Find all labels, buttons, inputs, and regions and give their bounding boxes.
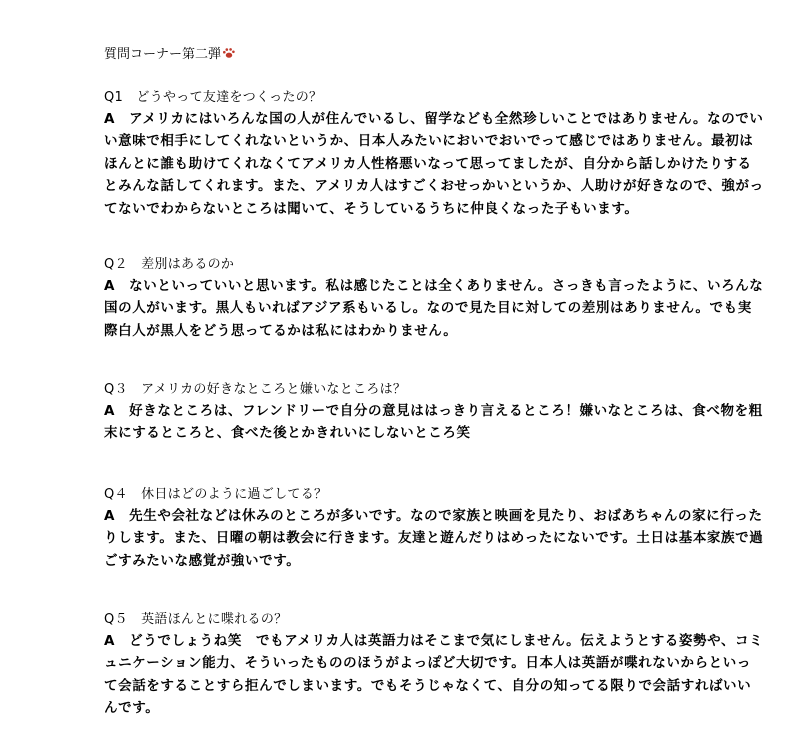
qa-block [104,88,764,220]
document-title-line [104,46,236,64]
question-text: Q４ 休日はどのように過ごしてる？ [104,487,328,502]
answer-text: A どうでしょうね笑 でもアメリカ人は英語力はそこまで気にしません。伝えようとする姿勢や、コミュニケーション能力、そういったもののほうがよっぽど大切です。日本人は英語が喋れないからといって会話をすることすら拒んでしまいます。でもそうじゃなくて、自分の知ってる限りで会話すればいいんです。 [104,633,764,717]
qa-block [104,380,764,445]
paw-print-icon [222,47,236,59]
answer-text: A アメリカにはいろんな国の人が住んでいるし、留学なども全然珍しいことではありません。なのでいい意味で相手にしてくれないというか、日本人みたいにおいでおいでって感じではありません。最初はほんとに誰も助けてくれなくてアメリカ人性格悪いなって思ってましたが、自分から話しかけたりするとみんな話してくれます。また、アメリカ人はすごくおせっかいというか、人助けが好きなので、強がってないでわからないところは聞いて、そうしているうちに仲良くなった子もいます。 [104,111,764,217]
qa-block [104,485,764,572]
qa-block [104,255,764,342]
answer-text: A 好きなところは、フレンドリーで自分の意見ははっきり言えるところ！嫌いなところは、食べ物を粗末にするところと、食べた後とかきれいにしないところ笑 [104,403,763,442]
question-text: Q２ 差別はあるのか [104,257,235,272]
question-text: Q1 どうやって友達をつくったの？ [104,90,323,105]
answer-text: A 先生や会社などは休みのところが多いです。なので家族と映画を見たり、おばあちゃんの家に行ったりします。また、日曜の朝は教会に行きます。友達と遊んだりはめったにないです。土日は基本家族で過ごすみたいな感覚が強いです。 [104,508,764,569]
question-text: Q３ アメリカの好きなところと嫌いなところは？ [104,382,407,397]
document-title: 質問コーナー第二弾 [104,47,222,62]
qa-block [104,610,764,720]
question-text: Q５ 英語ほんとに喋れるの？ [104,612,288,627]
answer-text: A ないといっていいと思います。私は感じたことは全くありません。さっきも言ったように、いろんな国の人がいます。黒人もいればアジア系もいるし。なので見た目に対しての差別はありません。でも実際白人が黒人をどう思ってるかは私にはわかりません。 [104,278,764,339]
